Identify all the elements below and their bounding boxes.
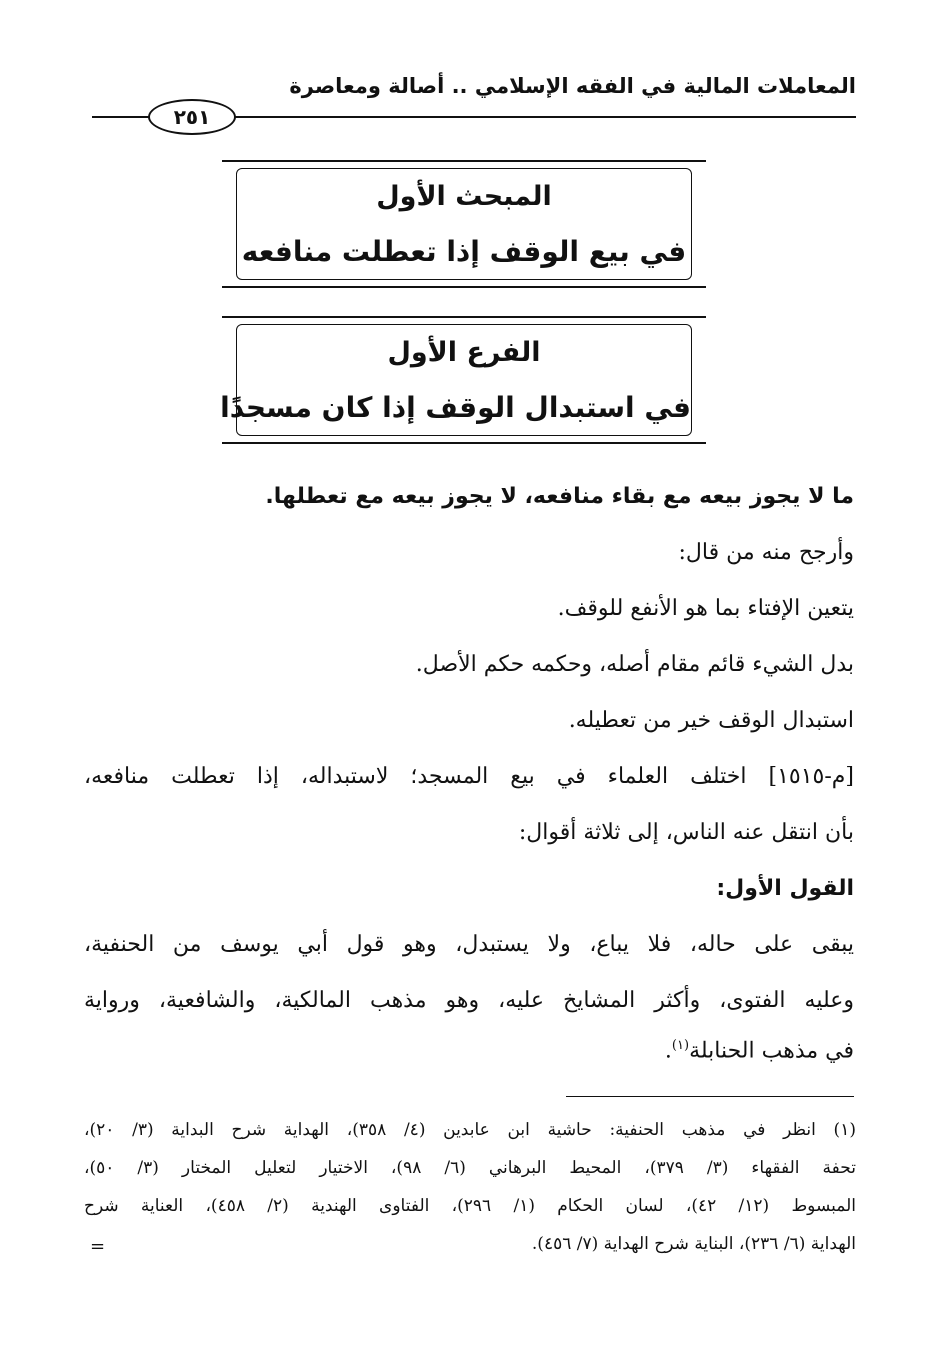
footnote-reference[interactable]: (١)	[671, 1038, 690, 1053]
subsection-title-box	[222, 316, 706, 444]
point-3: استبدال الوقف خير من تعطيله.	[568, 708, 854, 733]
section-title-line1: المبحث الأول	[376, 181, 552, 212]
paragraph-2-line-1: يبقى على حاله، فلا يباع، ولا يستبدل، وهو قول أبي يوسف من الحنفية،	[84, 932, 854, 957]
paragraph-2-line-3-text: في مذهب الحنابلة	[689, 1038, 854, 1064]
paragraph-2-line-2: وعليه الفتوى، وأكثر المشايخ عليه، وهو مذهب المالكية، والشافعية، ورواية	[84, 988, 854, 1013]
paragraph-1-line-1: [م-١٥١٥] اختلف العلماء في بيع المسجد؛ لاستبداله، إذا تعطلت منافعه،	[84, 764, 854, 789]
section-title-box	[222, 160, 706, 288]
section-title-line2: في بيع الوقف إذا تعطلت منافعه	[241, 235, 687, 268]
opinion-heading: القول الأول:	[716, 876, 854, 901]
intro-line: وأرجح منه من قال:	[678, 540, 854, 565]
footnote-line-4: الهداية (٦/ ٢٣٦)، البناية شرح الهداية (٧/ ٤٥٦).	[531, 1234, 856, 1254]
footnote-line-3: المبسوط (١٢/ ٤٢)، لسان الحكام (١/ ٢٩٦)، الفتاوى الهندية (٢/ ٤٥٨)، العناية شرح	[84, 1196, 856, 1216]
summary-rule: ما لا يجوز بيعه مع بقاء منافعه، لا يجوز بيعه مع تعطلها.	[265, 484, 854, 509]
footnote-rule	[566, 1096, 854, 1097]
page-number: ٢٥١	[148, 99, 236, 135]
point-1: يتعين الإفتاء بما هو الأنفع للوقف.	[557, 596, 854, 621]
running-header-title: المعاملات المالية في الفقه الإسلامي .. أصالة ومعاصرة	[289, 74, 856, 98]
footnote-line-1: (١) انظر في مذهب الحنفية: حاشية ابن عابدين (٤/ ٣٥٨)، الهداية شرح البداية (٣/ ٢٠)،	[84, 1120, 856, 1140]
continuation-mark: =	[90, 1236, 106, 1257]
subsection-title-line1: الفرع الأول	[387, 337, 541, 368]
footnote-line-2: تحفة الفقهاء (٣/ ٣٧٩)، المحيط البرهاني (٦/ ٩٨)، الاختيار لتعليل المختار (٣/ ٥٠)،	[84, 1158, 856, 1178]
paragraph-2-line-3	[665, 1038, 854, 1063]
paragraph-1-line-2: بأن انتقل عنه الناس، إلى ثلاثة أقوال:	[518, 820, 854, 845]
point-2: بدل الشيء قائم مقام أصله، وحكمه حكم الأصل.	[415, 652, 854, 677]
subsection-title-line2: في استبدال الوقف إذا كان مسجدًا	[220, 391, 691, 424]
paragraph-2-period: .	[664, 1038, 672, 1064]
